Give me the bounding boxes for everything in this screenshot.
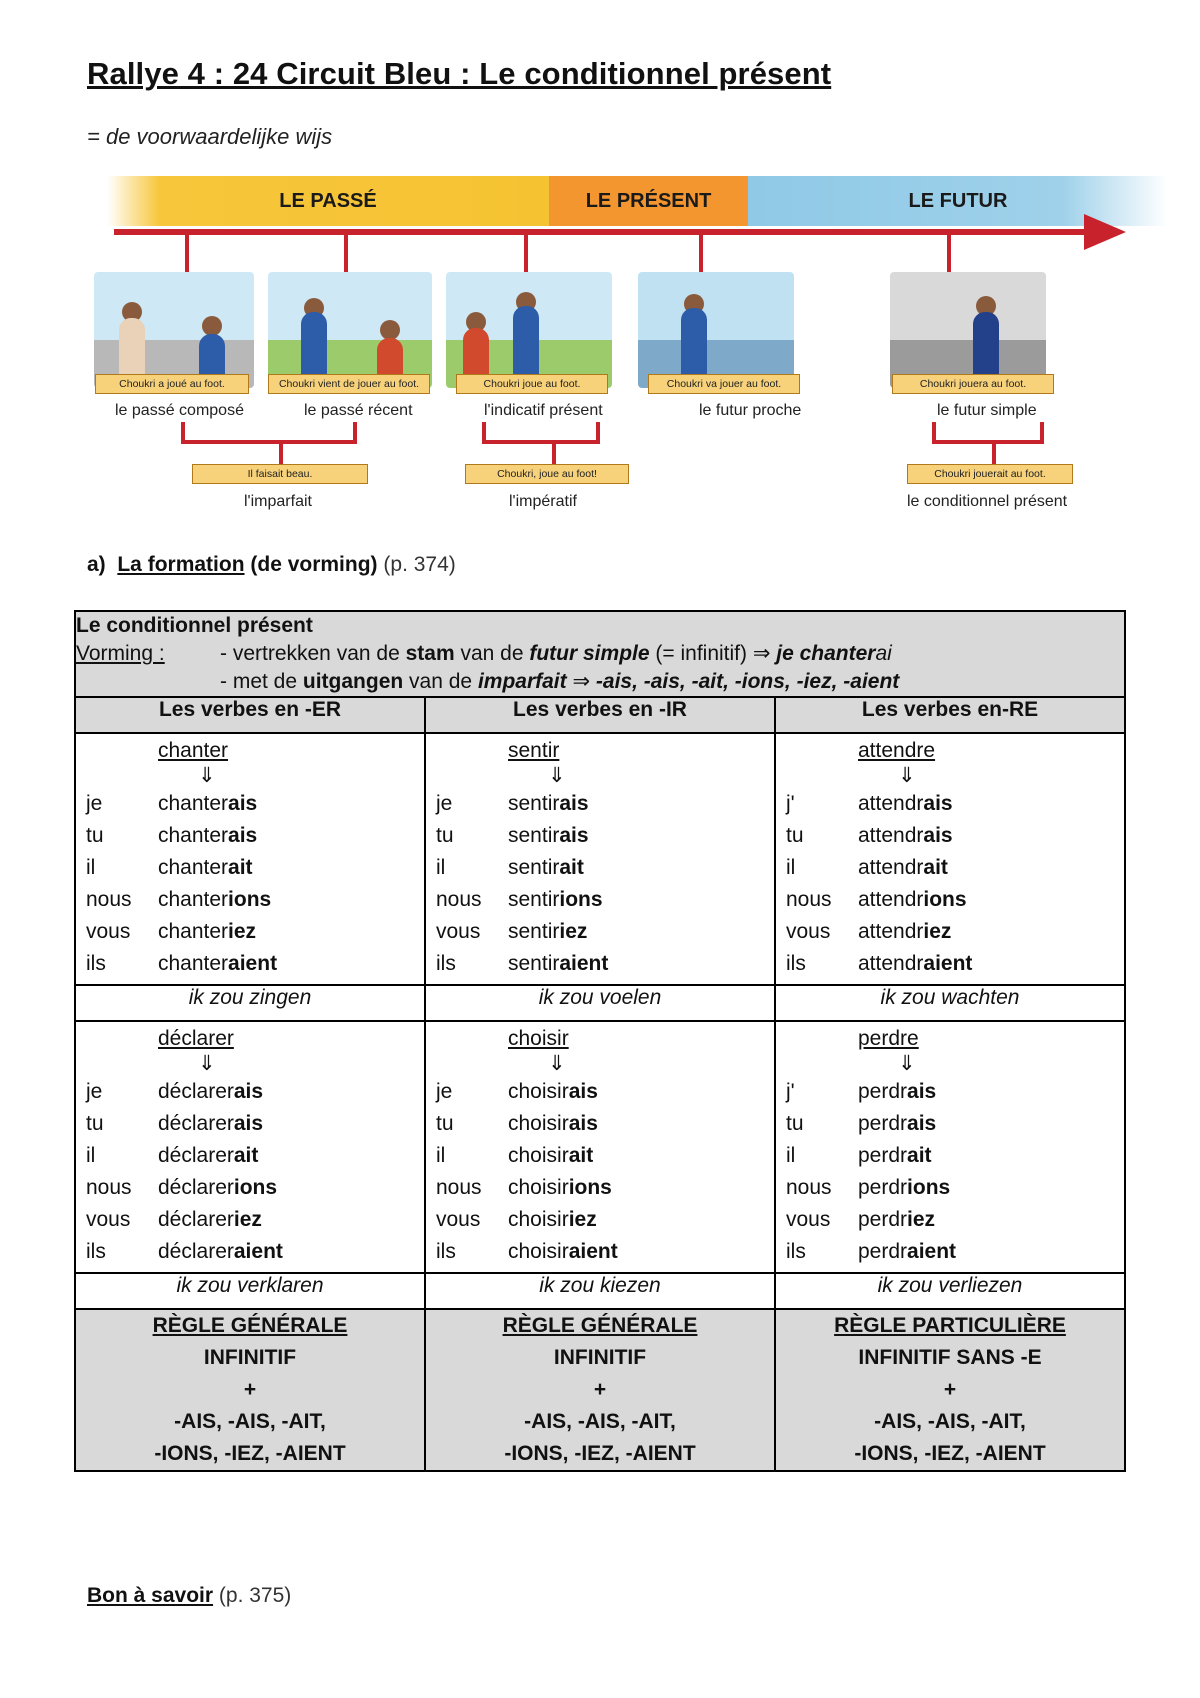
rule-cell — [775, 1309, 1125, 1471]
verb-ending: ions — [559, 888, 603, 911]
pronoun: je — [436, 1080, 453, 1103]
verb-ending: aient — [923, 952, 973, 975]
conjugation-row — [786, 1204, 1124, 1236]
conjugation-row — [786, 948, 1124, 980]
rule-line: + — [593, 1378, 607, 1401]
verb-stem: déclarer — [158, 1144, 234, 1167]
verb-ending: ais — [907, 1080, 937, 1103]
conjugation-cell — [425, 733, 775, 985]
bracket-stem — [992, 442, 996, 464]
verb-stem: déclarer — [158, 1208, 234, 1231]
conjugation-row — [86, 1236, 424, 1268]
pronoun: tu — [436, 824, 454, 847]
conjugation-row — [436, 1204, 774, 1236]
pronoun: ils — [86, 1240, 106, 1263]
scene-illustration — [890, 272, 1046, 388]
player-figure — [377, 338, 403, 378]
conjugation-row — [436, 1140, 774, 1172]
conjugation-cell — [75, 733, 425, 985]
infinitive: déclarer — [158, 1027, 234, 1050]
down-arrow-icon: ⇓ — [198, 1052, 216, 1075]
verb-stem: déclarer — [158, 1112, 234, 1135]
verb-ending: ait — [559, 856, 584, 879]
verb-ending: ais — [559, 824, 589, 847]
section-paren: (de vorming) — [250, 553, 378, 576]
infinitive: choisir — [508, 1027, 569, 1050]
verb-ending: ions — [228, 888, 272, 911]
conjugation-row — [436, 948, 774, 980]
translation: ik zou wachten — [775, 985, 1125, 1021]
conjugation-row — [786, 1236, 1124, 1268]
verb-ending: iez — [228, 920, 257, 943]
verb-stem: attendr — [858, 920, 924, 943]
player-figure — [199, 334, 225, 378]
column-header-re: Les verbes en-RE — [775, 697, 1125, 733]
verb-ending: ais — [559, 792, 589, 815]
pronoun: nous — [436, 888, 482, 911]
player-figure — [463, 328, 489, 378]
verb-ending: ions — [907, 1176, 951, 1199]
pronoun: j' — [786, 1080, 795, 1103]
pronoun: vous — [786, 920, 831, 943]
verb-ending: ait — [907, 1144, 932, 1167]
conjugation-row — [86, 788, 424, 820]
rule-line: -IONS, -IEZ, -AIENT — [854, 1442, 1046, 1465]
conjugation-row — [436, 852, 774, 884]
infinitive: chanter — [158, 739, 229, 762]
rule-line: -AIS, -AIS, -AIT, — [874, 1410, 1026, 1433]
down-arrow-icon: ⇓ — [898, 1052, 916, 1075]
pronoun: ils — [786, 1240, 806, 1263]
conjugation-row — [436, 916, 774, 948]
player-figure — [513, 306, 539, 378]
section-title: La formation — [117, 553, 245, 576]
down-arrow-icon: ⇓ — [548, 1052, 566, 1075]
tense-label: le futur proche — [699, 402, 802, 419]
verb-stem: attendr — [858, 792, 924, 815]
pronoun: il — [786, 856, 796, 879]
scene-sky — [890, 272, 1046, 342]
verb-stem: chanter — [158, 856, 229, 879]
verb-ending: aient — [233, 1240, 283, 1263]
conjugation-row — [436, 788, 774, 820]
verb-ending: ais — [923, 824, 953, 847]
conjugation-row — [86, 1140, 424, 1172]
verb-stem: attendr — [858, 888, 924, 911]
translation: ik zou kiezen — [425, 1273, 775, 1309]
bon-title: Bon à savoir — [87, 1584, 214, 1607]
conjugation-row — [436, 884, 774, 916]
tense-label: le futur simple — [937, 402, 1037, 419]
conjugation-row — [436, 1108, 774, 1140]
pronoun: tu — [86, 824, 104, 847]
player-figure — [119, 318, 145, 378]
table-title: Le conditionnel présent — [76, 614, 313, 637]
verb-stem: chanter — [158, 824, 229, 847]
rule-line: -AIS, -AIS, -AIT, — [174, 1410, 326, 1433]
conjugation-cell — [775, 1021, 1125, 1273]
scene-sky — [94, 272, 254, 342]
translation: ik zou zingen — [75, 985, 425, 1021]
down-arrow-icon: ⇓ — [198, 764, 216, 787]
sub-tense-label: l'impératif — [509, 493, 577, 510]
verb-stem: perdr — [858, 1144, 908, 1167]
verb-stem: attendr — [858, 952, 924, 975]
verb-ending: ais — [568, 1080, 598, 1103]
bracket-stem — [279, 442, 283, 464]
section-prefix: a) — [87, 553, 106, 576]
verb-stem: chanter — [158, 792, 229, 815]
scene-caption: Choukri a joué au foot. — [95, 374, 249, 394]
verb-ending: aient — [228, 952, 278, 975]
verb-ending: iez — [907, 1208, 936, 1231]
infinitive: sentir — [508, 739, 560, 762]
conjugation-row — [786, 1140, 1124, 1172]
verb-ending: ais — [233, 1080, 264, 1103]
conjugation-cell — [775, 733, 1125, 985]
verb-stem: chanter — [158, 888, 229, 911]
sub-caption: Choukri jouerait au foot. — [907, 464, 1073, 484]
conjugation-row — [86, 916, 424, 948]
sub-tense-label: l'imparfait — [244, 493, 312, 510]
verb-stem: choisir — [508, 1240, 569, 1263]
down-arrow-icon: ⇓ — [548, 764, 566, 787]
pronoun: nous — [436, 1176, 482, 1199]
pronoun: vous — [86, 920, 131, 943]
conjugation-row — [786, 1076, 1124, 1108]
verb-stem: choisir — [508, 1208, 569, 1231]
rule-line: -AIS, -AIS, -AIT, — [524, 1410, 676, 1433]
page-title: Rallye 4 : 24 Circuit Bleu : Le conditionnel présent — [87, 56, 832, 91]
bon-page-ref: (p. 375) — [218, 1584, 292, 1607]
rule-cell — [425, 1309, 775, 1471]
verb-ending: ais — [228, 824, 258, 847]
band-futur: LE FUTUR — [748, 176, 1168, 226]
scene-caption: Choukri vient de jouer au foot. — [268, 374, 430, 394]
infinitive: perdre — [858, 1027, 919, 1050]
verb-stem: déclarer — [158, 1080, 234, 1103]
verb-ending: aient — [559, 952, 609, 975]
player-figure — [301, 312, 327, 378]
verb-stem: perdr — [858, 1080, 908, 1103]
pronoun: il — [86, 856, 96, 879]
conjugation-row — [786, 916, 1124, 948]
player-figure — [973, 312, 999, 378]
pronoun: nous — [786, 1176, 832, 1199]
verb-ending: aient — [568, 1240, 618, 1263]
section-heading — [87, 553, 456, 577]
timeline-arrow-head — [1084, 214, 1126, 250]
conjugation-row — [86, 820, 424, 852]
bracket — [181, 422, 357, 444]
conjugation-row — [786, 788, 1124, 820]
verb-ending: ions — [568, 1176, 612, 1199]
verb-ending: ait — [568, 1144, 594, 1167]
pronoun: vous — [786, 1208, 831, 1231]
verb-stem: perdr — [858, 1176, 908, 1199]
verb-ending: ais — [923, 792, 953, 815]
conjugation-row — [786, 1172, 1124, 1204]
conjugation-row — [86, 884, 424, 916]
verb-ending: ais — [907, 1112, 937, 1135]
rule-line: + — [943, 1378, 957, 1401]
pronoun: je — [436, 792, 453, 815]
vorming-label: Vorming : — [76, 642, 165, 665]
conjugation-row — [436, 1236, 774, 1268]
verb-ending: ions — [233, 1176, 278, 1199]
verb-stem: attendr — [858, 824, 924, 847]
player-head — [202, 316, 222, 336]
verb-stem: déclarer — [158, 1240, 234, 1263]
verb-stem: sentir — [508, 824, 560, 847]
verb-ending: ait — [228, 856, 253, 879]
verb-stem: déclarer — [158, 1176, 234, 1199]
tense-label: le passé récent — [304, 402, 413, 419]
pronoun: tu — [786, 824, 804, 847]
pronoun: ils — [436, 1240, 456, 1263]
tense-timeline — [92, 176, 1122, 528]
bracket-stem — [552, 442, 556, 464]
scene-caption: Choukri joue au foot. — [456, 374, 608, 394]
scene-illustration — [268, 272, 432, 388]
pronoun: il — [786, 1144, 796, 1167]
pronoun: nous — [786, 888, 832, 911]
pronoun: il — [436, 1144, 446, 1167]
band-present: LE PRÉSENT — [549, 176, 748, 226]
conjugation-cell — [75, 1021, 425, 1273]
sub-caption: Choukri, joue au foot! — [465, 464, 629, 484]
page-subtitle: = de voorwaardelijke wijs — [87, 124, 333, 149]
verb-ending: ais — [568, 1112, 598, 1135]
verb-ending: iez — [923, 920, 952, 943]
conjugation-row — [86, 1076, 424, 1108]
pronoun: nous — [86, 1176, 132, 1199]
rule-cell — [75, 1309, 425, 1471]
verb-ending: ait — [923, 856, 948, 879]
verb-ending: ait — [233, 1144, 259, 1167]
verb-stem: perdr — [858, 1208, 908, 1231]
scene-sky — [638, 272, 794, 342]
conjugation-row — [86, 948, 424, 980]
pronoun: je — [86, 792, 103, 815]
conjugation-table — [74, 610, 1126, 1472]
conjugation-row — [86, 852, 424, 884]
verb-stem: chanter — [158, 920, 229, 943]
vorming-line-1 — [76, 640, 1124, 668]
band-passe: LE PASSÉ — [107, 176, 549, 226]
rule-title: RÈGLE GÉNÉRALE — [152, 1314, 348, 1337]
tense-label: l'indicatif présent — [484, 402, 603, 419]
rule-line: INFINITIF SANS -E — [858, 1346, 1042, 1369]
verb-stem: choisir — [508, 1080, 569, 1103]
rule-line: + — [243, 1378, 257, 1401]
conjugation-row — [86, 1172, 424, 1204]
verb-stem: choisir — [508, 1112, 569, 1135]
verb-stem: choisir — [508, 1144, 569, 1167]
translation: ik zou voelen — [425, 985, 775, 1021]
vorming-line-2 — [76, 668, 1124, 696]
conjugation-row — [436, 1076, 774, 1108]
scene-caption: Choukri jouera au foot. — [892, 374, 1054, 394]
pronoun: tu — [786, 1112, 804, 1135]
vorming-text: - met de uitgangen van de imparfait ⇒ -ais, -ais, -ait, -ions, -iez, -aient — [220, 670, 900, 693]
pronoun: vous — [436, 920, 481, 943]
verb-ending: ais — [233, 1112, 264, 1135]
scene-caption: Choukri va jouer au foot. — [648, 374, 800, 394]
scene-illustration — [94, 272, 254, 388]
verb-stem: chanter — [158, 952, 229, 975]
pronoun: vous — [86, 1208, 131, 1231]
verb-ending: iez — [568, 1208, 597, 1231]
pronoun: il — [86, 1144, 96, 1167]
verb-stem: choisir — [508, 1176, 569, 1199]
scene-illustration — [638, 272, 794, 388]
verb-stem: sentir — [508, 952, 560, 975]
conjugation-row — [786, 1108, 1124, 1140]
conjugation-row — [86, 1204, 424, 1236]
verb-stem: perdr — [858, 1112, 908, 1135]
verb-ending: iez — [233, 1208, 262, 1231]
verb-ending: ions — [923, 888, 967, 911]
verb-stem: sentir — [508, 792, 560, 815]
pronoun: ils — [436, 952, 456, 975]
conjugation-row — [436, 820, 774, 852]
verb-stem: sentir — [508, 856, 560, 879]
conjugation-cell — [425, 1021, 775, 1273]
verb-stem: sentir — [508, 888, 560, 911]
rule-line: -IONS, -IEZ, -AIENT — [154, 1442, 346, 1465]
verb-ending: iez — [559, 920, 588, 943]
pronoun: je — [86, 1080, 103, 1103]
rule-line: INFINITIF — [203, 1346, 297, 1369]
translation: ik zou verliezen — [775, 1273, 1125, 1309]
bracket — [932, 422, 1044, 444]
timeline-arrow — [114, 229, 1092, 235]
table-header — [75, 611, 1125, 697]
down-arrow-icon: ⇓ — [898, 764, 916, 787]
pronoun: tu — [436, 1112, 454, 1135]
rule-title: RÈGLE PARTICULIÈRE — [834, 1314, 1066, 1337]
section-page-ref: (p. 374) — [383, 553, 456, 576]
pronoun: ils — [86, 952, 106, 975]
player-head — [380, 320, 400, 340]
column-header-ir: Les verbes en -IR — [425, 697, 775, 733]
bracket — [482, 422, 600, 444]
sub-caption: Il faisait beau. — [192, 464, 368, 484]
vorming-text: - vertrekken van de stam van de futur simple (= infinitif) ⇒ je chanterai — [220, 642, 892, 665]
sub-tense-label: le conditionnel présent — [907, 493, 1068, 510]
translation: ik zou verklaren — [75, 1273, 425, 1309]
conjugation-row — [786, 884, 1124, 916]
column-header-er: Les verbes en -ER — [75, 697, 425, 733]
verb-ending: aient — [907, 1240, 957, 1263]
verb-stem: perdr — [858, 1240, 908, 1263]
rule-title: RÈGLE GÉNÉRALE — [502, 1314, 698, 1337]
conjugation-row — [86, 1108, 424, 1140]
verb-stem: attendr — [858, 856, 924, 879]
conjugation-row — [786, 852, 1124, 884]
rule-line: INFINITIF — [553, 1346, 647, 1369]
pronoun: il — [436, 856, 446, 879]
verb-stem: sentir — [508, 920, 560, 943]
pronoun: vous — [436, 1208, 481, 1231]
conjugation-row — [436, 1172, 774, 1204]
pronoun: ils — [786, 952, 806, 975]
player-figure — [681, 308, 707, 378]
tense-label: le passé composé — [115, 402, 244, 419]
pronoun: nous — [86, 888, 132, 911]
rule-line: -IONS, -IEZ, -AIENT — [504, 1442, 696, 1465]
scene-sky — [268, 272, 432, 342]
pronoun: tu — [86, 1112, 104, 1135]
scene-illustration — [446, 272, 612, 388]
pronoun: j' — [786, 792, 795, 815]
conjugation-row — [786, 820, 1124, 852]
verb-ending: ais — [228, 792, 258, 815]
bon-a-savoir-heading — [87, 1584, 291, 1608]
infinitive: attendre — [858, 739, 936, 762]
